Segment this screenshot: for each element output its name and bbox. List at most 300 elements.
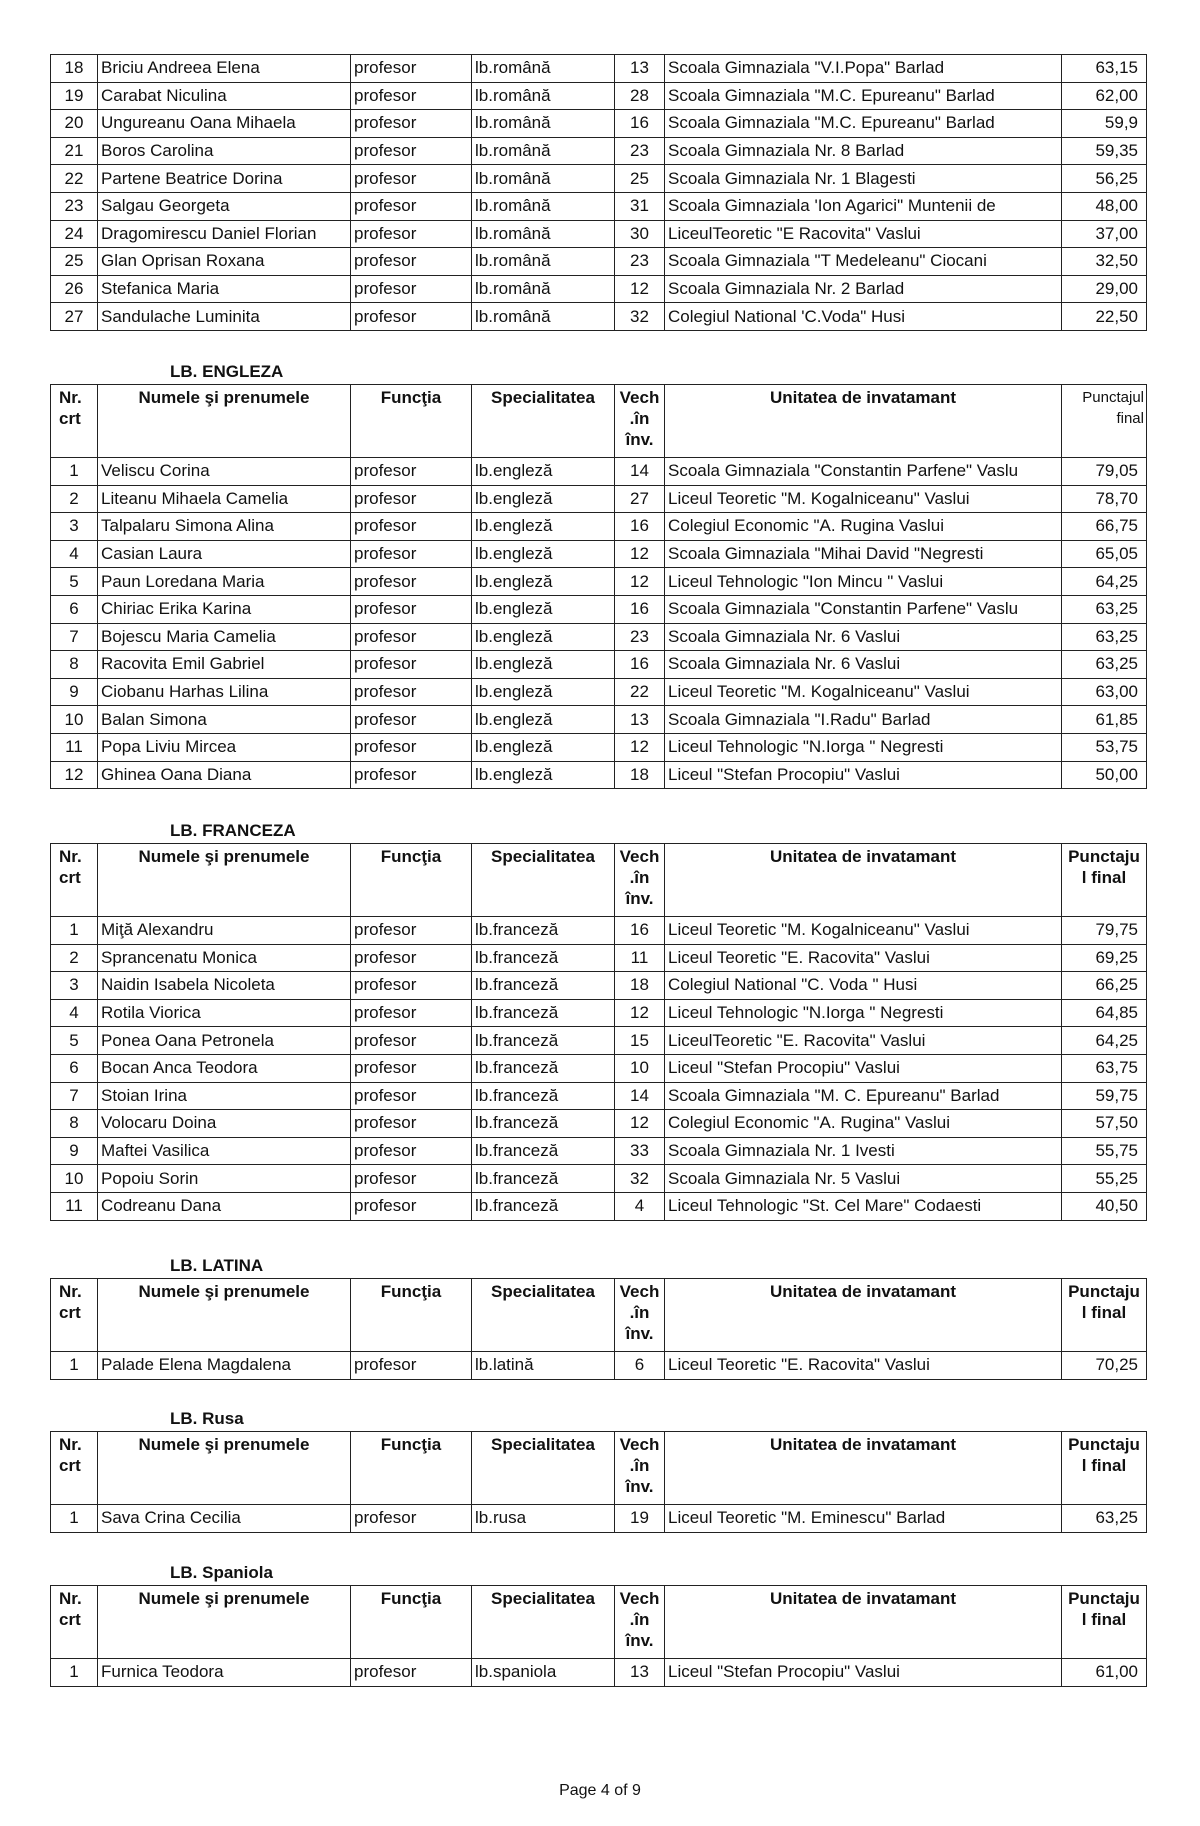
cell-nr: 2 xyxy=(51,485,98,513)
cell-nr: 7 xyxy=(51,1082,98,1110)
cell-school: Scoala Gimnaziala "Constantin Parfene" Vaslu xyxy=(665,458,1062,486)
cell-school: Liceul Teoretic "E. Racovita" Vaslui xyxy=(665,1352,1062,1380)
cell-specialty: lb.română xyxy=(472,55,615,83)
cell-seniority: 23 xyxy=(615,248,665,276)
cell-nr: 25 xyxy=(51,248,98,276)
cell-school: Scoala Gimnaziala Nr. 5 Vaslui xyxy=(665,1165,1062,1193)
table-lb-franceza xyxy=(50,843,1147,1221)
cell-seniority: 16 xyxy=(615,651,665,679)
cell-name: Codreanu Dana xyxy=(98,1192,351,1220)
table-header-row xyxy=(51,1279,1147,1352)
cell-specialty: lb.latină xyxy=(472,1352,615,1380)
cell-school: Liceul Teoretic "M. Kogalniceanu" Vaslui xyxy=(665,678,1062,706)
cell-seniority: 23 xyxy=(615,623,665,651)
cell-school: Liceul Teoretic "E. Racovita" Vaslui xyxy=(665,944,1062,972)
cell-final-score: 64,25 xyxy=(1062,568,1147,596)
cell-specialty: lb.franceză xyxy=(472,1192,615,1220)
cell-school: Scoala Gimnaziala Nr. 1 Blagesti xyxy=(665,165,1062,193)
cell-nr: 22 xyxy=(51,165,98,193)
cell-name: Glan Oprisan Roxana xyxy=(98,248,351,276)
cell-function: profesor xyxy=(351,513,472,541)
table-row xyxy=(51,761,1147,789)
cell-school: Colegiul Economic "A. Rugina Vaslui xyxy=(665,513,1062,541)
cell-nr: 5 xyxy=(51,1027,98,1055)
cell-seniority: 22 xyxy=(615,678,665,706)
header-seniority: Vech .în înv. xyxy=(615,844,665,917)
cell-school: Scoala Gimnaziala Nr. 6 Vaslui xyxy=(665,623,1062,651)
cell-final-score: 78,70 xyxy=(1062,485,1147,513)
cell-name: Ponea Oana Petronela xyxy=(98,1027,351,1055)
cell-function: profesor xyxy=(351,1110,472,1138)
cell-seniority: 16 xyxy=(615,513,665,541)
table-row xyxy=(51,1659,1147,1687)
cell-final-score: 63,25 xyxy=(1062,1505,1147,1533)
cell-school: Scoala Gimnaziala "M. C. Epureanu" Barlad xyxy=(665,1082,1062,1110)
header-seniority: Vech .în înv. xyxy=(615,385,665,458)
cell-final-score: 64,85 xyxy=(1062,999,1147,1027)
cell-final-score: 63,00 xyxy=(1062,678,1147,706)
cell-name: Ghinea Oana Diana xyxy=(98,761,351,789)
cell-name: Rotila Viorica xyxy=(98,999,351,1027)
table-lb-engleza xyxy=(50,384,1147,789)
table-row xyxy=(51,568,1147,596)
cell-final-score: 40,50 xyxy=(1062,1192,1147,1220)
table-row xyxy=(51,623,1147,651)
cell-seniority: 32 xyxy=(615,303,665,331)
cell-school: Liceul Tehnologic "Ion Mincu " Vaslui xyxy=(665,568,1062,596)
table-row xyxy=(51,733,1147,761)
header-school: Unitatea de invatamant xyxy=(665,385,1062,458)
cell-nr: 3 xyxy=(51,972,98,1000)
cell-school: Scoala Gimnaziala "Mihai David "Negresti xyxy=(665,540,1062,568)
cell-school: Scoala Gimnaziala Nr. 2 Barlad xyxy=(665,275,1062,303)
cell-seniority: 30 xyxy=(615,220,665,248)
table-row xyxy=(51,1054,1147,1082)
cell-nr: 4 xyxy=(51,540,98,568)
table-lb-spaniola xyxy=(50,1585,1147,1687)
cell-final-score: 22,50 xyxy=(1062,303,1147,331)
table-row xyxy=(51,1192,1147,1220)
header-final-score: Punctaju l final xyxy=(1062,1432,1147,1505)
cell-nr: 4 xyxy=(51,999,98,1027)
cell-name: Salgau Georgeta xyxy=(98,192,351,220)
table-lb-latina xyxy=(50,1278,1147,1380)
cell-seniority: 15 xyxy=(615,1027,665,1055)
table-row xyxy=(51,303,1147,331)
cell-specialty: lb.engleză xyxy=(472,678,615,706)
cell-function: profesor xyxy=(351,1352,472,1380)
cell-seniority: 25 xyxy=(615,165,665,193)
table-header-row xyxy=(51,1432,1147,1505)
cell-specialty: lb.franceză xyxy=(472,917,615,945)
cell-specialty: lb.română xyxy=(472,248,615,276)
cell-nr: 1 xyxy=(51,1505,98,1533)
cell-specialty: lb.franceză xyxy=(472,1165,615,1193)
cell-name: Talpalaru Simona Alina xyxy=(98,513,351,541)
cell-school: Colegiul National 'C.Voda" Husi xyxy=(665,303,1062,331)
header-specialty: Specialitatea xyxy=(472,385,615,458)
cell-name: Boros Carolina xyxy=(98,137,351,165)
cell-function: profesor xyxy=(351,1137,472,1165)
cell-specialty: lb.engleză xyxy=(472,733,615,761)
cell-function: profesor xyxy=(351,595,472,623)
cell-school: Scoala Gimnaziala "M.C. Epureanu" Barlad xyxy=(665,82,1062,110)
cell-function: profesor xyxy=(351,917,472,945)
cell-school: Liceul "Stefan Procopiu" Vaslui xyxy=(665,1054,1062,1082)
table-row xyxy=(51,944,1147,972)
cell-specialty: lb.franceză xyxy=(472,1027,615,1055)
cell-name: Bocan Anca Teodora xyxy=(98,1054,351,1082)
cell-name: Palade Elena Magdalena xyxy=(98,1352,351,1380)
table-row xyxy=(51,651,1147,679)
cell-specialty: lb.engleză xyxy=(472,485,615,513)
table-row xyxy=(51,540,1147,568)
cell-final-score: 53,75 xyxy=(1062,733,1147,761)
cell-nr: 18 xyxy=(51,55,98,83)
cell-name: Briciu Andreea Elena xyxy=(98,55,351,83)
cell-name: Sava Crina Cecilia xyxy=(98,1505,351,1533)
cell-final-score: 65,05 xyxy=(1062,540,1147,568)
cell-seniority: 12 xyxy=(615,275,665,303)
cell-specialty: lb.română xyxy=(472,192,615,220)
cell-school: Scoala Gimnaziala 'Ion Agarici" Muntenii de xyxy=(665,192,1062,220)
cell-nr: 3 xyxy=(51,513,98,541)
cell-final-score: 61,85 xyxy=(1062,706,1147,734)
cell-function: profesor xyxy=(351,944,472,972)
cell-seniority: 12 xyxy=(615,1110,665,1138)
cell-name: Paun Loredana Maria xyxy=(98,568,351,596)
cell-seniority: 6 xyxy=(615,1352,665,1380)
cell-seniority: 19 xyxy=(615,1505,665,1533)
cell-nr: 21 xyxy=(51,137,98,165)
cell-nr: 26 xyxy=(51,275,98,303)
table-row xyxy=(51,275,1147,303)
header-final-score: Punctaju l final xyxy=(1062,1586,1147,1659)
header-final-score: Punctajul final xyxy=(1062,385,1147,458)
cell-final-score: 55,25 xyxy=(1062,1165,1147,1193)
cell-function: profesor xyxy=(351,220,472,248)
cell-name: Sandulache Luminita xyxy=(98,303,351,331)
cell-specialty: lb.franceză xyxy=(472,999,615,1027)
cell-seniority: 16 xyxy=(615,110,665,138)
header-seniority: Vech .în înv. xyxy=(615,1586,665,1659)
cell-seniority: 33 xyxy=(615,1137,665,1165)
table-row xyxy=(51,458,1147,486)
table-row xyxy=(51,110,1147,138)
cell-school: Scoala Gimnaziala Nr. 1 Ivesti xyxy=(665,1137,1062,1165)
header-name: Numele şi prenumele xyxy=(98,1279,351,1352)
cell-specialty: lb.franceză xyxy=(472,972,615,1000)
cell-nr: 19 xyxy=(51,82,98,110)
cell-seniority: 18 xyxy=(615,761,665,789)
cell-name: Racovita Emil Gabriel xyxy=(98,651,351,679)
table-row xyxy=(51,678,1147,706)
cell-final-score: 63,25 xyxy=(1062,623,1147,651)
cell-final-score: 63,25 xyxy=(1062,651,1147,679)
cell-nr: 27 xyxy=(51,303,98,331)
cell-seniority: 16 xyxy=(615,595,665,623)
table-row xyxy=(51,192,1147,220)
cell-name: Stefanica Maria xyxy=(98,275,351,303)
cell-final-score: 63,75 xyxy=(1062,1054,1147,1082)
cell-nr: 11 xyxy=(51,733,98,761)
cell-specialty: lb.spaniola xyxy=(472,1659,615,1687)
cell-school: Liceul "Stefan Procopiu" Vaslui xyxy=(665,761,1062,789)
cell-school: Colegiul Economic "A. Rugina" Vaslui xyxy=(665,1110,1062,1138)
cell-seniority: 11 xyxy=(615,944,665,972)
header-function: Funcţia xyxy=(351,1586,472,1659)
cell-function: profesor xyxy=(351,55,472,83)
cell-final-score: 70,25 xyxy=(1062,1352,1147,1380)
header-nr-crt: Nr. crt xyxy=(51,1586,98,1659)
header-specialty: Specialitatea xyxy=(472,1432,615,1505)
cell-nr: 1 xyxy=(51,458,98,486)
table-row xyxy=(51,82,1147,110)
cell-nr: 10 xyxy=(51,1165,98,1193)
cell-final-score: 62,00 xyxy=(1062,82,1147,110)
cell-name: Bojescu Maria Camelia xyxy=(98,623,351,651)
header-name: Numele şi prenumele xyxy=(98,1432,351,1505)
cell-final-score: 61,00 xyxy=(1062,1659,1147,1687)
cell-specialty: lb.franceză xyxy=(472,1082,615,1110)
table-row xyxy=(51,55,1147,83)
cell-nr: 1 xyxy=(51,1659,98,1687)
table-lb-romana-continued xyxy=(50,54,1147,331)
cell-final-score: 64,25 xyxy=(1062,1027,1147,1055)
cell-function: profesor xyxy=(351,540,472,568)
cell-name: Maftei Vasilica xyxy=(98,1137,351,1165)
cell-seniority: 14 xyxy=(615,1082,665,1110)
table-row xyxy=(51,1352,1147,1380)
cell-function: profesor xyxy=(351,568,472,596)
cell-final-score: 63,25 xyxy=(1062,595,1147,623)
cell-specialty: lb.română xyxy=(472,82,615,110)
cell-nr: 11 xyxy=(51,1192,98,1220)
cell-name: Veliscu Corina xyxy=(98,458,351,486)
cell-seniority: 12 xyxy=(615,568,665,596)
cell-nr: 9 xyxy=(51,1137,98,1165)
cell-name: Furnica Teodora xyxy=(98,1659,351,1687)
cell-final-score: 37,00 xyxy=(1062,220,1147,248)
cell-name: Liteanu Mihaela Camelia xyxy=(98,485,351,513)
cell-specialty: lb.engleză xyxy=(472,761,615,789)
cell-school: Scoala Gimnaziala "T Medeleanu" Ciocani xyxy=(665,248,1062,276)
cell-seniority: 23 xyxy=(615,137,665,165)
cell-name: Carabat Niculina xyxy=(98,82,351,110)
cell-nr: 8 xyxy=(51,651,98,679)
cell-seniority: 4 xyxy=(615,1192,665,1220)
cell-school: Scoala Gimnaziala "M.C. Epureanu" Barlad xyxy=(665,110,1062,138)
cell-nr: 20 xyxy=(51,110,98,138)
cell-school: Liceul Teoretic "M. Kogalniceanu" Vaslui xyxy=(665,917,1062,945)
cell-nr: 6 xyxy=(51,1054,98,1082)
cell-name: Stoian Irina xyxy=(98,1082,351,1110)
cell-function: profesor xyxy=(351,706,472,734)
cell-specialty: lb.engleză xyxy=(472,623,615,651)
cell-nr: 7 xyxy=(51,623,98,651)
cell-final-score: 32,50 xyxy=(1062,248,1147,276)
header-school: Unitatea de invatamant xyxy=(665,1432,1062,1505)
cell-name: Popa Liviu Mircea xyxy=(98,733,351,761)
cell-function: profesor xyxy=(351,1505,472,1533)
header-function: Funcţia xyxy=(351,844,472,917)
cell-function: profesor xyxy=(351,82,472,110)
cell-seniority: 28 xyxy=(615,82,665,110)
table-row xyxy=(51,1137,1147,1165)
cell-specialty: lb.franceză xyxy=(472,1054,615,1082)
table-row xyxy=(51,917,1147,945)
header-nr-crt: Nr. crt xyxy=(51,1279,98,1352)
cell-seniority: 16 xyxy=(615,917,665,945)
cell-specialty: lb.engleză xyxy=(472,513,615,541)
cell-final-score: 79,75 xyxy=(1062,917,1147,945)
cell-final-score: 66,25 xyxy=(1062,972,1147,1000)
table-row xyxy=(51,1165,1147,1193)
header-school: Unitatea de invatamant xyxy=(665,1586,1062,1659)
cell-nr: 2 xyxy=(51,944,98,972)
cell-specialty: lb.română xyxy=(472,110,615,138)
cell-function: profesor xyxy=(351,192,472,220)
cell-function: profesor xyxy=(351,1027,472,1055)
cell-final-score: 56,25 xyxy=(1062,165,1147,193)
header-seniority: Vech .în înv. xyxy=(615,1279,665,1352)
cell-function: profesor xyxy=(351,623,472,651)
cell-function: profesor xyxy=(351,1082,472,1110)
cell-name: Ungureanu Oana Mihaela xyxy=(98,110,351,138)
cell-school: Liceul Tehnologic "N.Iorga " Negresti xyxy=(665,999,1062,1027)
cell-seniority: 14 xyxy=(615,458,665,486)
cell-specialty: lb.franceză xyxy=(472,1137,615,1165)
cell-seniority: 12 xyxy=(615,999,665,1027)
header-final-score: Punctaju l final xyxy=(1062,1279,1147,1352)
cell-function: profesor xyxy=(351,1054,472,1082)
header-name: Numele şi prenumele xyxy=(98,1586,351,1659)
cell-school: Liceul Tehnologic "St. Cel Mare" Codaesti xyxy=(665,1192,1062,1220)
cell-school: LiceulTeoretic "E. Racovita" Vaslui xyxy=(665,1027,1062,1055)
cell-seniority: 13 xyxy=(615,706,665,734)
cell-function: profesor xyxy=(351,458,472,486)
cell-function: profesor xyxy=(351,110,472,138)
cell-name: Miţă Alexandru xyxy=(98,917,351,945)
table-row xyxy=(51,248,1147,276)
header-function: Funcţia xyxy=(351,1432,472,1505)
cell-final-score: 50,00 xyxy=(1062,761,1147,789)
cell-school: Liceul Tehnologic "N.Iorga " Negresti xyxy=(665,733,1062,761)
cell-function: profesor xyxy=(351,1192,472,1220)
cell-function: profesor xyxy=(351,761,472,789)
cell-nr: 23 xyxy=(51,192,98,220)
header-school: Unitatea de invatamant xyxy=(665,844,1062,917)
table-row xyxy=(51,972,1147,1000)
cell-seniority: 27 xyxy=(615,485,665,513)
header-school: Unitatea de invatamant xyxy=(665,1279,1062,1352)
section-title-franceza: LB. FRANCEZA xyxy=(170,821,296,840)
header-specialty: Specialitatea xyxy=(472,1279,615,1352)
cell-school: Liceul "Stefan Procopiu" Vaslui xyxy=(665,1659,1062,1687)
cell-function: profesor xyxy=(351,485,472,513)
cell-specialty: lb.engleză xyxy=(472,651,615,679)
cell-seniority: 10 xyxy=(615,1054,665,1082)
cell-final-score: 57,50 xyxy=(1062,1110,1147,1138)
table-row xyxy=(51,1110,1147,1138)
table-row xyxy=(51,706,1147,734)
table-row xyxy=(51,1082,1147,1110)
header-function: Funcţia xyxy=(351,385,472,458)
cell-specialty: lb.engleză xyxy=(472,568,615,596)
cell-final-score: 55,75 xyxy=(1062,1137,1147,1165)
cell-nr: 5 xyxy=(51,568,98,596)
cell-seniority: 13 xyxy=(615,1659,665,1687)
cell-school: LiceulTeoretic "E Racovita" Vaslui xyxy=(665,220,1062,248)
cell-function: profesor xyxy=(351,999,472,1027)
cell-nr: 12 xyxy=(51,761,98,789)
header-nr-crt: Nr. crt xyxy=(51,844,98,917)
header-name: Numele şi prenumele xyxy=(98,844,351,917)
section-title-latina: LB. LATINA xyxy=(170,1256,264,1275)
cell-function: profesor xyxy=(351,1165,472,1193)
header-nr-crt: Nr. crt xyxy=(51,385,98,458)
cell-final-score: 59,75 xyxy=(1062,1082,1147,1110)
cell-function: profesor xyxy=(351,275,472,303)
table-header-row xyxy=(51,1586,1147,1659)
cell-final-score: 79,05 xyxy=(1062,458,1147,486)
table-header-row xyxy=(51,385,1147,458)
cell-final-score: 66,75 xyxy=(1062,513,1147,541)
cell-school: Liceul Teoretic "M. Kogalniceanu" Vaslui xyxy=(665,485,1062,513)
cell-final-score: 59,9 xyxy=(1062,110,1147,138)
cell-specialty: lb.română xyxy=(472,275,615,303)
table-row xyxy=(51,1027,1147,1055)
cell-function: profesor xyxy=(351,165,472,193)
cell-function: profesor xyxy=(351,733,472,761)
cell-specialty: lb.franceză xyxy=(472,1110,615,1138)
cell-nr: 1 xyxy=(51,917,98,945)
table-row xyxy=(51,485,1147,513)
cell-specialty: lb.română xyxy=(472,137,615,165)
cell-seniority: 31 xyxy=(615,192,665,220)
cell-school: Scoala Gimnaziala "I.Radu" Barlad xyxy=(665,706,1062,734)
page-number: Page 4 of 9 xyxy=(559,1782,641,1799)
section-title-rusa: LB. Rusa xyxy=(170,1409,244,1428)
cell-seniority: 13 xyxy=(615,55,665,83)
cell-specialty: lb.engleză xyxy=(472,540,615,568)
header-name: Numele şi prenumele xyxy=(98,385,351,458)
cell-name: Ciobanu Harhas Lilina xyxy=(98,678,351,706)
cell-nr: 8 xyxy=(51,1110,98,1138)
table-row xyxy=(51,513,1147,541)
cell-final-score: 59,35 xyxy=(1062,137,1147,165)
header-function: Funcţia xyxy=(351,1279,472,1352)
table-row xyxy=(51,137,1147,165)
table-row xyxy=(51,220,1147,248)
cell-nr: 10 xyxy=(51,706,98,734)
cell-name: Balan Simona xyxy=(98,706,351,734)
cell-function: profesor xyxy=(351,137,472,165)
cell-specialty: lb.română xyxy=(472,220,615,248)
table-row xyxy=(51,595,1147,623)
cell-name: Dragomirescu Daniel Florian xyxy=(98,220,351,248)
cell-school: Scoala Gimnaziala "Constantin Parfene" Vaslu xyxy=(665,595,1062,623)
table-row xyxy=(51,165,1147,193)
cell-name: Popoiu Sorin xyxy=(98,1165,351,1193)
cell-specialty: lb.rusa xyxy=(472,1505,615,1533)
cell-specialty: lb.engleză xyxy=(472,706,615,734)
cell-seniority: 18 xyxy=(615,972,665,1000)
cell-function: profesor xyxy=(351,248,472,276)
cell-nr: 1 xyxy=(51,1352,98,1380)
cell-seniority: 12 xyxy=(615,540,665,568)
cell-name: Chiriac Erika Karina xyxy=(98,595,351,623)
